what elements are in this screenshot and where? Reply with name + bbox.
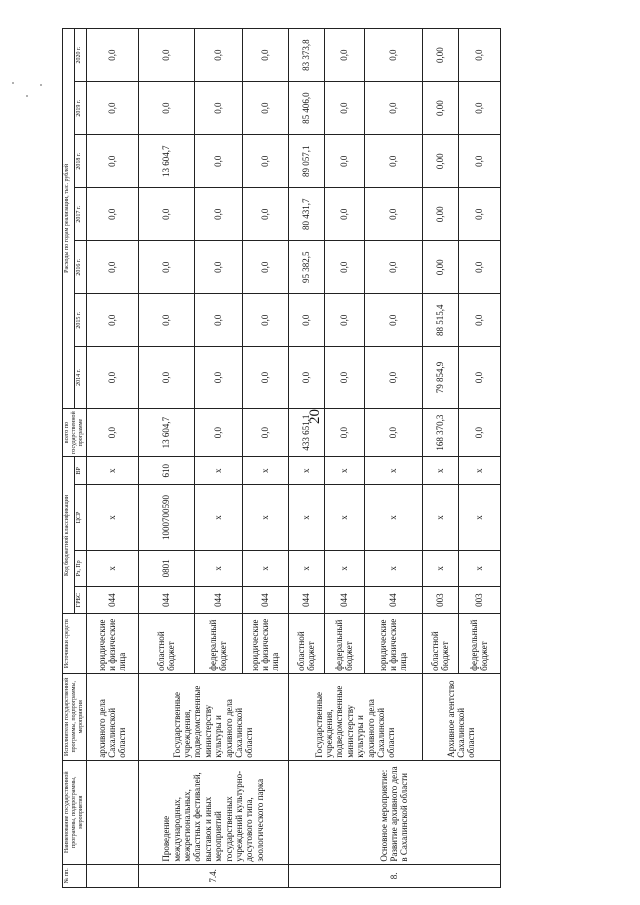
row-2015: 0,0 xyxy=(194,294,242,347)
row-source: областной бюджет xyxy=(422,614,458,673)
row-2016: 0,0 xyxy=(458,241,500,294)
row-rzpr: x xyxy=(86,550,138,586)
row-2017: 0,0 xyxy=(458,188,500,241)
row-source: федеральный бюджет xyxy=(458,614,500,673)
row-2019: 0,0 xyxy=(324,82,364,135)
row-vr: x xyxy=(324,457,364,485)
row-2020: 83 373,8 xyxy=(288,29,324,82)
row-csr: x xyxy=(86,485,138,551)
row-vr: x xyxy=(458,457,500,485)
row-source: областной бюджет xyxy=(288,614,324,673)
row-grbs: 044 xyxy=(194,586,242,614)
row-executor: архивного дела Сахалинской области xyxy=(86,673,138,760)
row-2020: 0,0 xyxy=(242,29,288,82)
row-2017: 0,0 xyxy=(86,188,138,241)
row-rzpr: x xyxy=(324,550,364,586)
table-row xyxy=(288,29,324,888)
row-csr: x xyxy=(288,485,324,551)
row-2020: 0,0 xyxy=(364,29,422,82)
row-2019: 0,0 xyxy=(242,82,288,135)
row-2018: 0,00 xyxy=(422,135,458,188)
row-2016: 0,0 xyxy=(86,241,138,294)
row-2016: 0,0 xyxy=(364,241,422,294)
row-2019: 0,0 xyxy=(138,82,194,135)
row-2019: 0,0 xyxy=(458,82,500,135)
row-vr: x xyxy=(194,457,242,485)
row-source: федеральный бюджет xyxy=(324,614,364,673)
row-2016: 0,0 xyxy=(194,241,242,294)
row-grbs: 044 xyxy=(324,586,364,614)
row-executor: Государственные учреждения, подведомственные министерству культуры и архивного дела Сахалинской области xyxy=(138,673,288,760)
table-row xyxy=(138,29,194,888)
row-2020: 0,00 xyxy=(422,29,458,82)
row-source: юридические и физические лица xyxy=(364,614,422,673)
row-source: федеральный бюджет xyxy=(194,614,242,673)
header-year: 2017 г. xyxy=(74,188,86,241)
row-rzpr: x xyxy=(288,550,324,586)
row-2015: 0,0 xyxy=(364,294,422,347)
row-2015: 0,0 xyxy=(138,294,194,347)
row-2020: 0,0 xyxy=(324,29,364,82)
row-2017: 0,0 xyxy=(138,188,194,241)
row-rzpr: x xyxy=(364,550,422,586)
header-vr: ВР xyxy=(74,457,86,485)
header-executor: Исполнители государственной программы, подпрограммы, мероприятия xyxy=(63,673,87,760)
row-csr: x xyxy=(422,485,458,551)
row-2019: 0,0 xyxy=(86,82,138,135)
row-2016: 0,00 xyxy=(422,241,458,294)
row-2016: 0,0 xyxy=(138,241,194,294)
row-2016: 0,0 xyxy=(242,241,288,294)
row-source: областной бюджет xyxy=(138,614,194,673)
row-source: юридические и физические лица xyxy=(86,614,138,673)
header-total: всего по государственной программе xyxy=(63,408,87,457)
row-executor: Государственные учреждения, подведомственные министерству культуры и архивного дела Сахалинской области xyxy=(288,673,422,760)
header-year: 2018 г. xyxy=(74,135,86,188)
row-name xyxy=(86,760,138,864)
row-2019: 0,0 xyxy=(364,82,422,135)
row-2014: 0,0 xyxy=(86,347,138,409)
table-row xyxy=(422,29,458,888)
row-2018: 0,0 xyxy=(324,135,364,188)
row-total: 168 370,3 xyxy=(422,408,458,457)
row-2017: 0,0 xyxy=(242,188,288,241)
row-total: 0,0 xyxy=(324,408,364,457)
row-2019: 0,0 xyxy=(194,82,242,135)
row-2014: 0,0 xyxy=(364,347,422,409)
row-2020: 0,0 xyxy=(86,29,138,82)
scan-speck xyxy=(26,95,28,97)
header-source: Источники средств xyxy=(63,614,87,673)
row-csr: 1000700590 xyxy=(138,485,194,551)
row-2015: 0,0 xyxy=(242,294,288,347)
header-grbs: ГРБС xyxy=(74,586,86,614)
row-2020: 0,0 xyxy=(194,29,242,82)
row-rzpr: x xyxy=(194,550,242,586)
table-row xyxy=(86,29,138,888)
row-num: 8. xyxy=(288,864,500,887)
header-year: 2020 г. xyxy=(74,29,86,82)
header-year: 2016 г. xyxy=(74,241,86,294)
header-expenses: Расходы по годам реализации, тыс. рублей xyxy=(63,29,75,409)
row-vr: x xyxy=(364,457,422,485)
header-name: Наименование государственной программы, подпрограммы, мероприятия xyxy=(63,760,87,864)
row-csr: x xyxy=(324,485,364,551)
page-number: 20 xyxy=(307,409,323,424)
row-2015: 0,0 xyxy=(288,294,324,347)
scan-speck xyxy=(40,84,42,86)
row-2020: 0,0 xyxy=(138,29,194,82)
row-csr: x xyxy=(194,485,242,551)
row-2014: 0,0 xyxy=(138,347,194,409)
row-vr: 610 xyxy=(138,457,194,485)
row-csr: x xyxy=(458,485,500,551)
row-vr: x xyxy=(86,457,138,485)
row-2016: 95 382,5 xyxy=(288,241,324,294)
row-2018: 0,0 xyxy=(458,135,500,188)
row-2015: 0,0 xyxy=(324,294,364,347)
row-2016: 0,0 xyxy=(324,241,364,294)
row-rzpr: x xyxy=(458,550,500,586)
row-vr: x xyxy=(288,457,324,485)
row-num xyxy=(86,864,138,887)
row-total: 0,0 xyxy=(364,408,422,457)
row-rzpr: x xyxy=(242,550,288,586)
header-year: 2014 г. xyxy=(74,347,86,409)
row-total: 433 651,1 xyxy=(288,408,324,457)
row-2015: 88 515,4 xyxy=(422,294,458,347)
row-rzpr: x xyxy=(422,550,458,586)
row-2014: 0,0 xyxy=(458,347,500,409)
row-2018: 13 604,7 xyxy=(138,135,194,188)
row-grbs: 044 xyxy=(86,586,138,614)
row-2020: 0,0 xyxy=(458,29,500,82)
row-2018: 0,0 xyxy=(194,135,242,188)
row-csr: x xyxy=(364,485,422,551)
row-total: 13 604,7 xyxy=(138,408,194,457)
row-2014: 0,0 xyxy=(194,347,242,409)
row-total: 0,0 xyxy=(194,408,242,457)
row-grbs: 003 xyxy=(458,586,500,614)
header-num: № пп. xyxy=(63,864,87,887)
budget-table xyxy=(62,28,501,888)
budget-table-container xyxy=(62,39,562,888)
row-vr: x xyxy=(242,457,288,485)
row-grbs: 003 xyxy=(422,586,458,614)
row-name: Проведение международных, межрегиональных, областных фестивалей, выставок и иных мероприятий государственных учреждений культурно-досугового типа, зоологического парка xyxy=(138,760,288,864)
row-2018: 0,0 xyxy=(364,135,422,188)
header-budget-code: Код бюджетной классификации xyxy=(63,457,75,614)
row-2018: 89 057,1 xyxy=(288,135,324,188)
row-2019: 85 406,0 xyxy=(288,82,324,135)
row-total: 0,0 xyxy=(458,408,500,457)
row-grbs: 044 xyxy=(138,586,194,614)
row-grbs: 044 xyxy=(288,586,324,614)
row-2014: 0,0 xyxy=(242,347,288,409)
row-2014: 0,0 xyxy=(324,347,364,409)
row-source: юридические и физические лица xyxy=(242,614,288,673)
row-grbs: 044 xyxy=(242,586,288,614)
scan-speck xyxy=(12,82,14,84)
row-2015: 0,0 xyxy=(458,294,500,347)
row-2017: 0,0 xyxy=(194,188,242,241)
row-2018: 0,0 xyxy=(242,135,288,188)
row-2017: 0,0 xyxy=(364,188,422,241)
row-2017: 0,00 xyxy=(422,188,458,241)
row-num: 7.4. xyxy=(138,864,288,887)
row-2014: 0,0 xyxy=(288,347,324,409)
row-2017: 0,0 xyxy=(324,188,364,241)
header-csr: ЦСР xyxy=(74,485,86,551)
row-2014: 79 854,9 xyxy=(422,347,458,409)
row-name: Основное мероприятие: Развитие архивного дела в Сахалинской области xyxy=(288,760,500,864)
row-total: 0,0 xyxy=(242,408,288,457)
row-total: 0,0 xyxy=(86,408,138,457)
header-rzpr: Рз, Пр xyxy=(74,550,86,586)
row-executor: Архивное агентство Сахалинской области xyxy=(422,673,500,760)
row-csr: x xyxy=(242,485,288,551)
row-grbs: 044 xyxy=(364,586,422,614)
header-year: 2015 г. xyxy=(74,294,86,347)
row-2018: 0,0 xyxy=(86,135,138,188)
row-2015: 0,0 xyxy=(86,294,138,347)
header-year: 2019 г. xyxy=(74,82,86,135)
row-vr: x xyxy=(422,457,458,485)
row-2017: 80 431,7 xyxy=(288,188,324,241)
row-2019: 0,00 xyxy=(422,82,458,135)
row-rzpr: 0801 xyxy=(138,550,194,586)
